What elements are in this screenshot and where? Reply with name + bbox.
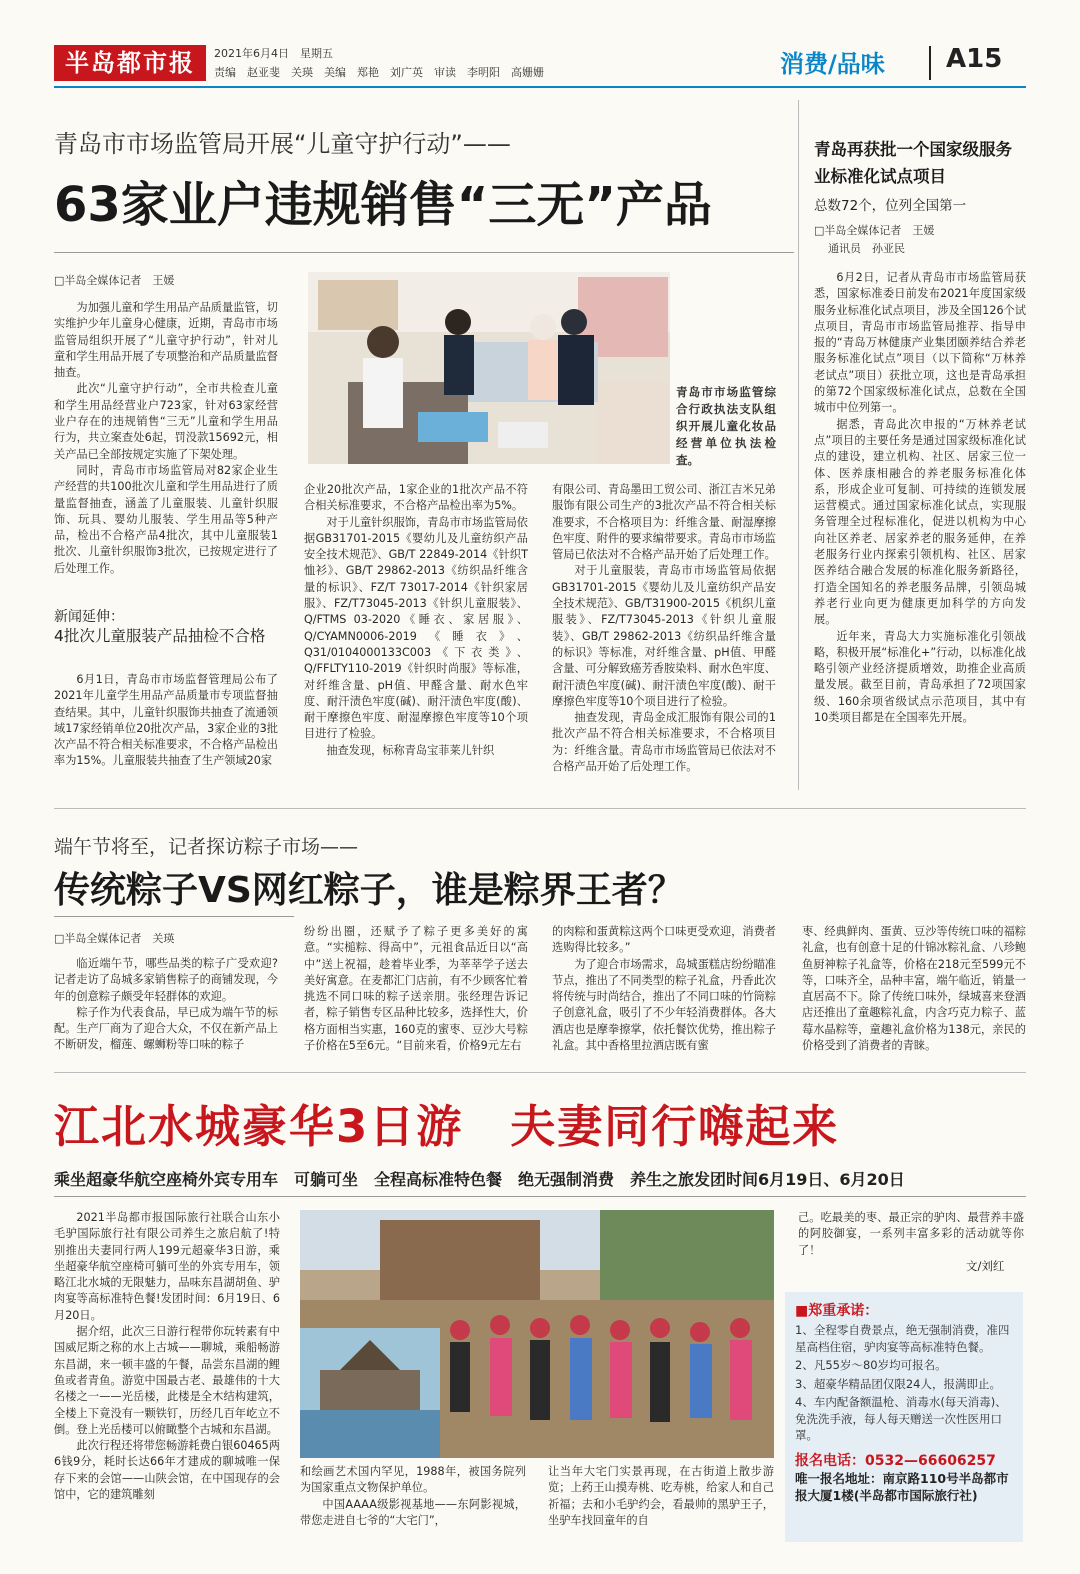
promise-item: 3、超豪华精品团仅限24人，报满即止。 [795,1376,1001,1391]
promo-rule [54,1072,1026,1073]
promise-item: 4、车内配备额温枪、消毒水(每天消毒)、免洗洗手液，每人每天赠送一次性医用口罩。 [795,1395,1007,1442]
signup-address: 唯一报名地址：南京路110号半岛都市报大厦1楼(半岛都市国际旅行社) [795,1470,1009,1503]
story2-kicker: 端午节将至，记者探访粽子市场—— [54,836,359,858]
news-extension-title: 4批次儿童服装产品抽检不合格 [54,627,266,645]
paragraph: 对于儿童针织服饰，青岛市市场监管局依据GB31701-2015《婴幼儿及儿童纺织产品安全技术规范》、GB/T 22849-2014《针织T恤衫》、GB/T 29862-2013《纺织品纤维含量的标识》、FZ/T 73017-2014《针织家居服》、FZ/T73045-2013《针织儿童服装》、Q/FTMS 03-2020《睡衣、家居服》、Q/CYAMN0006-2019《睡衣》、Q31/0104000133C003《下衣类》、Q/FFLTY110-2019《针织时尚服》等标准，对纤维含量、pH值、甲醛含量、耐水色牢度、耐汗渍色牢度(碱)、耐汗渍色牢度(酸)、耐干摩擦色牢度、耐湿摩擦色牢度等10个项目进行了检验。 [304,515,528,741]
promise-item: 1、全程零自费景点，绝无强制消费，准四星高档住宿，驴肉宴等高标准特色餐。 [795,1323,1010,1354]
story2-column-3 [552,924,776,1056]
paragraph: 粽子作为代表食品，早已成为端午节的标配。生产厂商为了迎合大众，不仅在新产品上不断研发，榴莲、螺蛳粉等口味的粽子 [54,1005,278,1052]
side-byline: □半岛全媒体记者 王媛 [814,224,935,237]
promo-sub-rule [54,1196,1026,1197]
story1-rule [54,252,794,253]
promo-subhead: 乘坐超豪华航空座椅外宾专用车 可躺可坐 全程高标准特色餐 绝无强制消费 养生之旅发团时间6月19日、6月20日 [54,1170,905,1189]
story1-column-1 [54,300,278,592]
side-subhead: 总数72个，位列全国第一 [814,198,967,214]
paragraph: 此次行程还将带您畅游耗费白银60465两6钱9分，耗时长达66年才建成的聊城唯一保存下来的会馆——山陕会馆，在中国现存的会馆中，它的建筑雕刻 [54,1439,280,1502]
paragraph: 对于儿童服装，青岛市市场监管局依据GB31701-2015《婴幼儿及儿童纺织产品安全技术规范》、GB/T31900-2015《机织儿童服装》、FZ/T73045-2013《针织儿童服装》、GB/T 29862-2013《纺织品纤维含量的标识》等标准，对纤维含量、pH值、甲醛含量、可分解致癌芳香胺染料、耐水色牢度、耐汗渍色牢度(碱)、耐汗渍色牢度(酸)、耐干摩擦色牢度等10个项目进行了检验。 [552,564,776,708]
paragraph: 中国AAAA级影视基地——东阿影视城，带您走进自七爷的“大宅门”， [300,1497,526,1527]
signup-phone: 报名电话：0532—66606257 [795,1452,996,1469]
story1-byline: □半岛全媒体记者 王媛 [54,274,175,287]
promise-item: 2、凡55岁～80岁均可报名。 [795,1358,947,1372]
paragraph: 据介绍，此次三日游行程带你玩转素有中国威尼斯之称的水上古城——聊城，乘船畅游东昌湖，来一顿丰盛的午餐，品尝东昌湖的鲤鱼或者青鱼。游览中国最古老、最雄伟的十大名楼之一——光岳楼，此楼是全木结构建筑，全楼上下竟没有一颗铁钉，历经几百年屹立不倒。登上光岳楼可以俯瞰整个古城和东昌湖。 [54,1325,280,1436]
paragraph: 6月2日，记者从青岛市市场监管局获悉，国家标准委日前发布2021年度国家级服务业标准化试点项目，涉及全国126个试点项目，青岛市市场监管局推荐、指导申报的“青岛万林健康产业集团颐养结合养老服务标准化试点”项目（以下简称“万林养老试点”项目）获批立项，这也是青岛承担的第72个国家级标准化试点，总数在全国城市中位列第一。 [814,271,1026,415]
staff-credits: 责编 赵亚斐 关瑛 美编 郑艳 刘广英 审读 李明阳 高姗姗 [214,66,544,79]
photo-caption: 青岛市市场监管综合行政执法支队组织开展儿童化妆品经营单位执法检查。 [676,385,776,467]
story1-column-3 [552,482,776,786]
article-signature: 文/刘红 [966,1259,1005,1273]
paragraph: 6月1日，青岛市市场监督管理局公布了2021年儿童学生用品产品质量市专项监督抽查结果。其中，儿童针织服饰共抽查了流通领域17家经销单位20批次产品，3家企业的3批次产品不符合相关标准要求，不合格产品检出率为15%。儿童服装共抽查了生产领域20家 [54,673,278,768]
paragraph: 的肉粽和蛋黄粽这两个口味更受欢迎，消费者选购得比较多。” [552,925,776,955]
paragraph: 为了迎合市场需求，岛城蛋糕店纷纷瞄准节点，推出了不同类型的粽子礼盒，丹香此次将传统与时尚结合，推出了不同口味的竹筒粽子创意礼盒，吸引了不少年轻消费群体。各大酒店也是摩拳擦掌，依托餐饮优势，推出粽子礼盒。其中香格里拉酒店既有蜜 [552,957,776,1053]
header-rule [54,86,1026,88]
paragraph: 据悉，青岛此次申报的“万林养老试点”项目的主要任务是通过国家级标准化试点的建设，建立机构、社区、居家三位一体、医养康相融合的养老服务标准化体系，形成企业可复制、可持续的连锁发展运营模式。通过国家标准化试点，实现服务管理全过程标准化，促进以机构为中心向社区养老、居家养老的服务延伸，在养老服务行业内探索引领机构、社区、居家医养结合融合发展的标准化服务新路径，打造全国知名的养老服务品牌，引领岛城养老行业向更为健康更加科学的方向发展。 [814,417,1026,627]
shop-inspection-illustration [308,272,670,464]
paragraph: 抽查发现，青岛金成汇服饰有限公司的1批次产品不符合相关标准要求，不合格项目为：纤维含量。青岛市市场监管局已依法对不合格产品开始了后处理工作。 [552,711,776,774]
paragraph: 此次“儿童守护行动”，全市共检查儿童和学生用品经营业户723家，针对63家经营业户存在的违规销售“三无”儿童和学生用品行为，共立案查处6起，罚没款15692元，相关产品已全部按规定实施了下架处理。 [54,382,278,461]
paragraph: 让当年大宅门实景再现，在古街道上散步游览；上药王山摸寿桃、吃寿桃，给家人和自己祈福；去和小毛驴约会，看最帅的黑驴王子，坐驴车找回童年的自 [548,1465,774,1527]
story2-byline: □半岛全媒体记者 关瑛 [54,932,175,945]
story2-headline: 传统粽子VS网红粽子，谁是粽界王者？ [54,870,684,911]
paragraph: 己。吃最美的枣、最正宗的驴肉、最营养丰盛的阿胶御宴，一系列丰富多彩的活动就等你了！ [798,1211,1024,1257]
paragraph: 临近端午节，哪些品类的粽子广受欢迎?记者走访了岛城多家销售粽子的商铺发现，今年的创意粽子颇受年轻群体的欢迎。 [54,957,278,1003]
promo-column-3 [548,1464,774,1544]
tour-group-photo [300,1210,774,1458]
promise-box [785,1292,1023,1542]
story2-rule [54,916,294,917]
story1-headline: 63家业户违规销售“三无”产品 [54,177,712,233]
story2-column-2 [304,924,528,1056]
paragraph: 企业20批次产品，1家企业的1批次产品不符合相关标准要求，不合格产品检出率为5%。 [304,483,528,513]
side-body [814,270,1026,788]
promo-column-2 [300,1464,526,1544]
newspaper-logo: 半岛都市报 [54,45,206,81]
header-divider [929,46,931,80]
story1-column-1b [54,672,278,790]
enforcement-photo [308,272,670,464]
paragraph: 2021半岛都市报国际旅行社联合山东小毛驴国际旅行社有限公司养生之旅启航了!特别推出夫妻同行两人199元超豪华3日游，乘坐超豪华航空座椅可躺可坐的外宾专用车，领略江北水城的无限魅力，品味东昌湖胡鱼、驴肉宴等高标准特色餐!发团时间：6月19日、6月20日。 [54,1211,280,1322]
section-rule [54,808,1026,809]
paragraph: 纷纷出圈，还赋予了粽子更多美好的寓意。“实槌粽、得高中”，元祖食品近日以“高中”送上祝福，趁着毕业季，为莘莘学子送去美好寓意。在麦都汇门店前，有不少顾客忙着挑选不同口味的粽子送亲朋。张经理告诉记者，粽子销售专区品种比较多，选择性大，价格方面相当实惠，160克的蜜枣、豆沙大号粽子价格在5至6元。“目前来看，价格9元左右 [304,925,528,1053]
column-divider [798,100,799,790]
side-byline-2: 通讯员 孙亚民 [828,242,905,255]
issue-date: 2021年6月4日 星期五 [214,47,333,60]
paragraph: 同时，青岛市市场监管局对82家企业生产经营的共100批次儿童和学生用品进行了质量监督抽查，涵盖了儿童服装、儿童针织服饰、玩具、婴幼儿服装、学生用品等5种产品，检出不合格产品4批次，其中儿童服装1批次、儿童针织服饰3批次，已按规定进行了后处理工作。 [54,463,278,575]
paragraph: 近年来，青岛大力实施标准化引领战略，积极开展“标准化+”行动，以标准化战略引领产业经济提质增效，助推企业高质量发展。截至目前，青岛承担了72项国家级、160余项省级试点示范项目，其中有10类项目都是在全国率先开展。 [814,629,1026,725]
paragraph: 有限公司、青岛墨田工贸公司、浙江吉米兄弟服饰有限公司生产的3批次产品不符合相关标准要求，不合格项目为：纤维含量、耐湿摩擦色牢度、附件的要求编带要求。青岛市市场监管局已依法对不合格产品开始了后处理工作。 [552,483,776,562]
tour-group-illustration [300,1210,774,1458]
promo-column-1 [54,1210,280,1545]
promo-headline: 江北水城豪华3日游 夫妻同行嗨起来 [54,1100,840,1153]
paragraph: 抽查发现，标称青岛宝菲莱儿针织 [326,743,495,757]
story1-kicker: 青岛市市场监管局开展“儿童守护行动”—— [54,130,511,158]
side-headline: 青岛再获批一个国家级服务业标准化试点项目 [814,140,1012,186]
paragraph: 为加强儿童和学生用品产品质量监管，切实维护少年儿童身心健康，近期，青岛市市场监管局组织开展了“儿童守护行动”，针对儿童和学生用品开展了专项整治和产品质量监督抽查。 [54,301,278,380]
promise-title: ■郑重承诺： [795,1303,879,1319]
paragraph: 枣、经典鲜肉、蛋黄、豆沙等传统口味的福粽礼盒，也有创意十足的什锦冰粽礼盒、八珍鲍鱼厨神粽子礼盒等，价格在218元至599元不等，口味齐全，品种丰富，端午临近，销量一直居高不下。除了传统口味外，绿城喜来登酒店还推出了童趣粽礼盒，内含巧克力粽子、蓝莓水晶粽等，童趣礼盒价格为138元，亲民的价格受到了消费者的青睐。 [802,925,1026,1053]
story2-column-4 [802,924,1026,1056]
page-number: A15 [946,44,1003,74]
story1-column-2 [304,482,528,786]
news-extension-label: 新闻延伸： [54,609,124,625]
paragraph: 和绘画艺术国内罕见，1988年，被国务院列为国家重点文物保护单位。 [300,1465,526,1495]
section-label: 消费/品味 [780,50,885,78]
promo-column-4 [798,1210,1024,1260]
story2-column-1 [54,956,278,1056]
